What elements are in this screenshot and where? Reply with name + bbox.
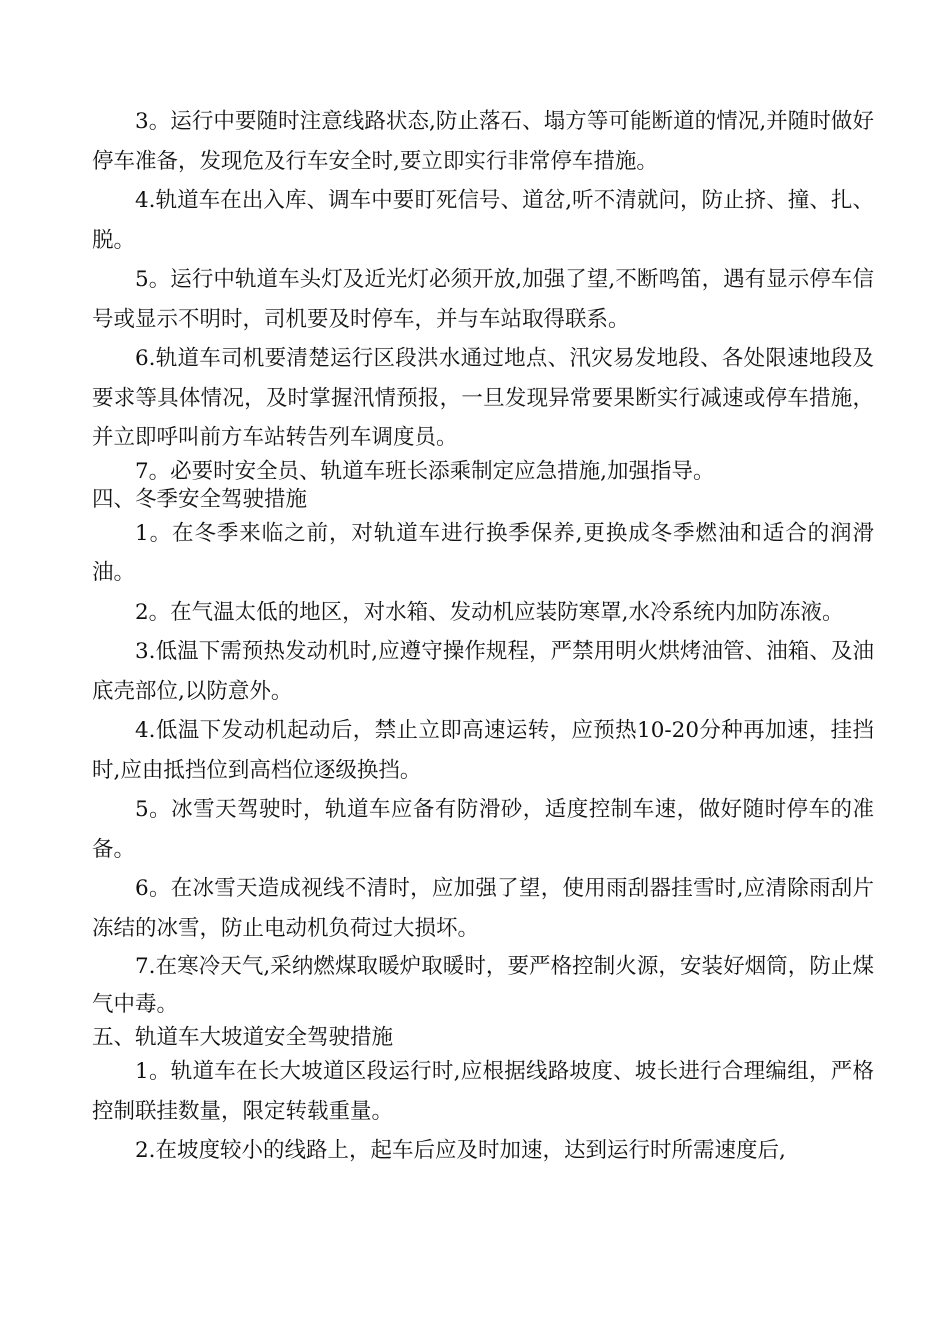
paragraph-winter-4: 4.低温下发动机起动后，禁止立即高速运转，应预热10-20分种再加速，挂挡时,应由抵挡位到高档位逐级换挡。 [92,718,874,783]
paragraph-winter-3: 3.低温下需预热发动机时,应遵守操作规程，严禁用明火烘烤油管、油箱、及油底壳部位,以防意外。 [92,639,874,704]
paragraph-slope-1: 1。轨道车在长大坡道区段运行时,应根据线路坡度、坡长进行合理编组，严格控制联挂数量，限定转载重量。 [92,1059,874,1124]
paragraph-winter-7: 7.在寒冷天气,采纳燃煤取暖炉取暖时，要严格控制火源，安装好烟筒，防止煤气中毒。 [92,954,874,1017]
paragraph-summer-7: 7。必要时安全员、轨道车班长添乘制定应急措施,加强指导。 [135,458,715,484]
paragraph-summer-3: 3。运行中要随时注意线路状态,防止落石、塌方等可能断道的情况,并随时做好停车准备，发现危及行车安全时,要立即实行非常停车措施。 [92,109,874,174]
section-heading-slope: 五、轨道车大坡道安全驾驶措施 [92,1025,394,1050]
paragraph-winter-2: 2。在气温太低的地区，对水箱、发动机应装防寒罩,水冷系统内加防冻液。 [135,599,844,625]
paragraph-summer-4: 4.轨道车在出入库、调车中要盯死信号、道岔,听不清就问，防止挤、撞、扎、脱。 [92,188,874,253]
paragraph-winter-1: 1。在冬季来临之前，对轨道车进行换季保养,更换成冬季燃油和适合的润滑油。 [92,520,874,585]
paragraph-winter-5: 5。冰雪天驾驶时，轨道车应备有防滑砂，适度控制车速，做好随时停车的准备。 [92,797,874,862]
paragraph-winter-6: 6。在冰雪天造成视线不清时，应加强了望，使用雨刮器挂雪时,应清除雨刮片冻结的冰雪，防止电动机负荷过大损坏。 [92,876,874,941]
paragraph-summer-5: 5。运行中轨道车头灯及近光灯必须开放,加强了望,不断鸣笛，遇有显示停车信号或显示不明时，司机要及时停车，并与车站取得联系。 [92,267,874,332]
paragraph-summer-6: 6.轨道车司机要清楚运行区段洪水通过地点、汛灾易发地段、各处限速地段及要求等具体情况，及时掌握汛情预报，一旦发现异常要果断实行减速或停车措施，并立即呼叫前方车站转告列车调度员。 [92,346,874,450]
document-page [92,102,874,1171]
paragraph-slope-2: 2.在坡度较小的线路上，起车后应及时加速，达到运行时所需速度后, [135,1138,786,1163]
section-heading-winter: 四、冬季安全驾驶措施 [92,486,308,512]
